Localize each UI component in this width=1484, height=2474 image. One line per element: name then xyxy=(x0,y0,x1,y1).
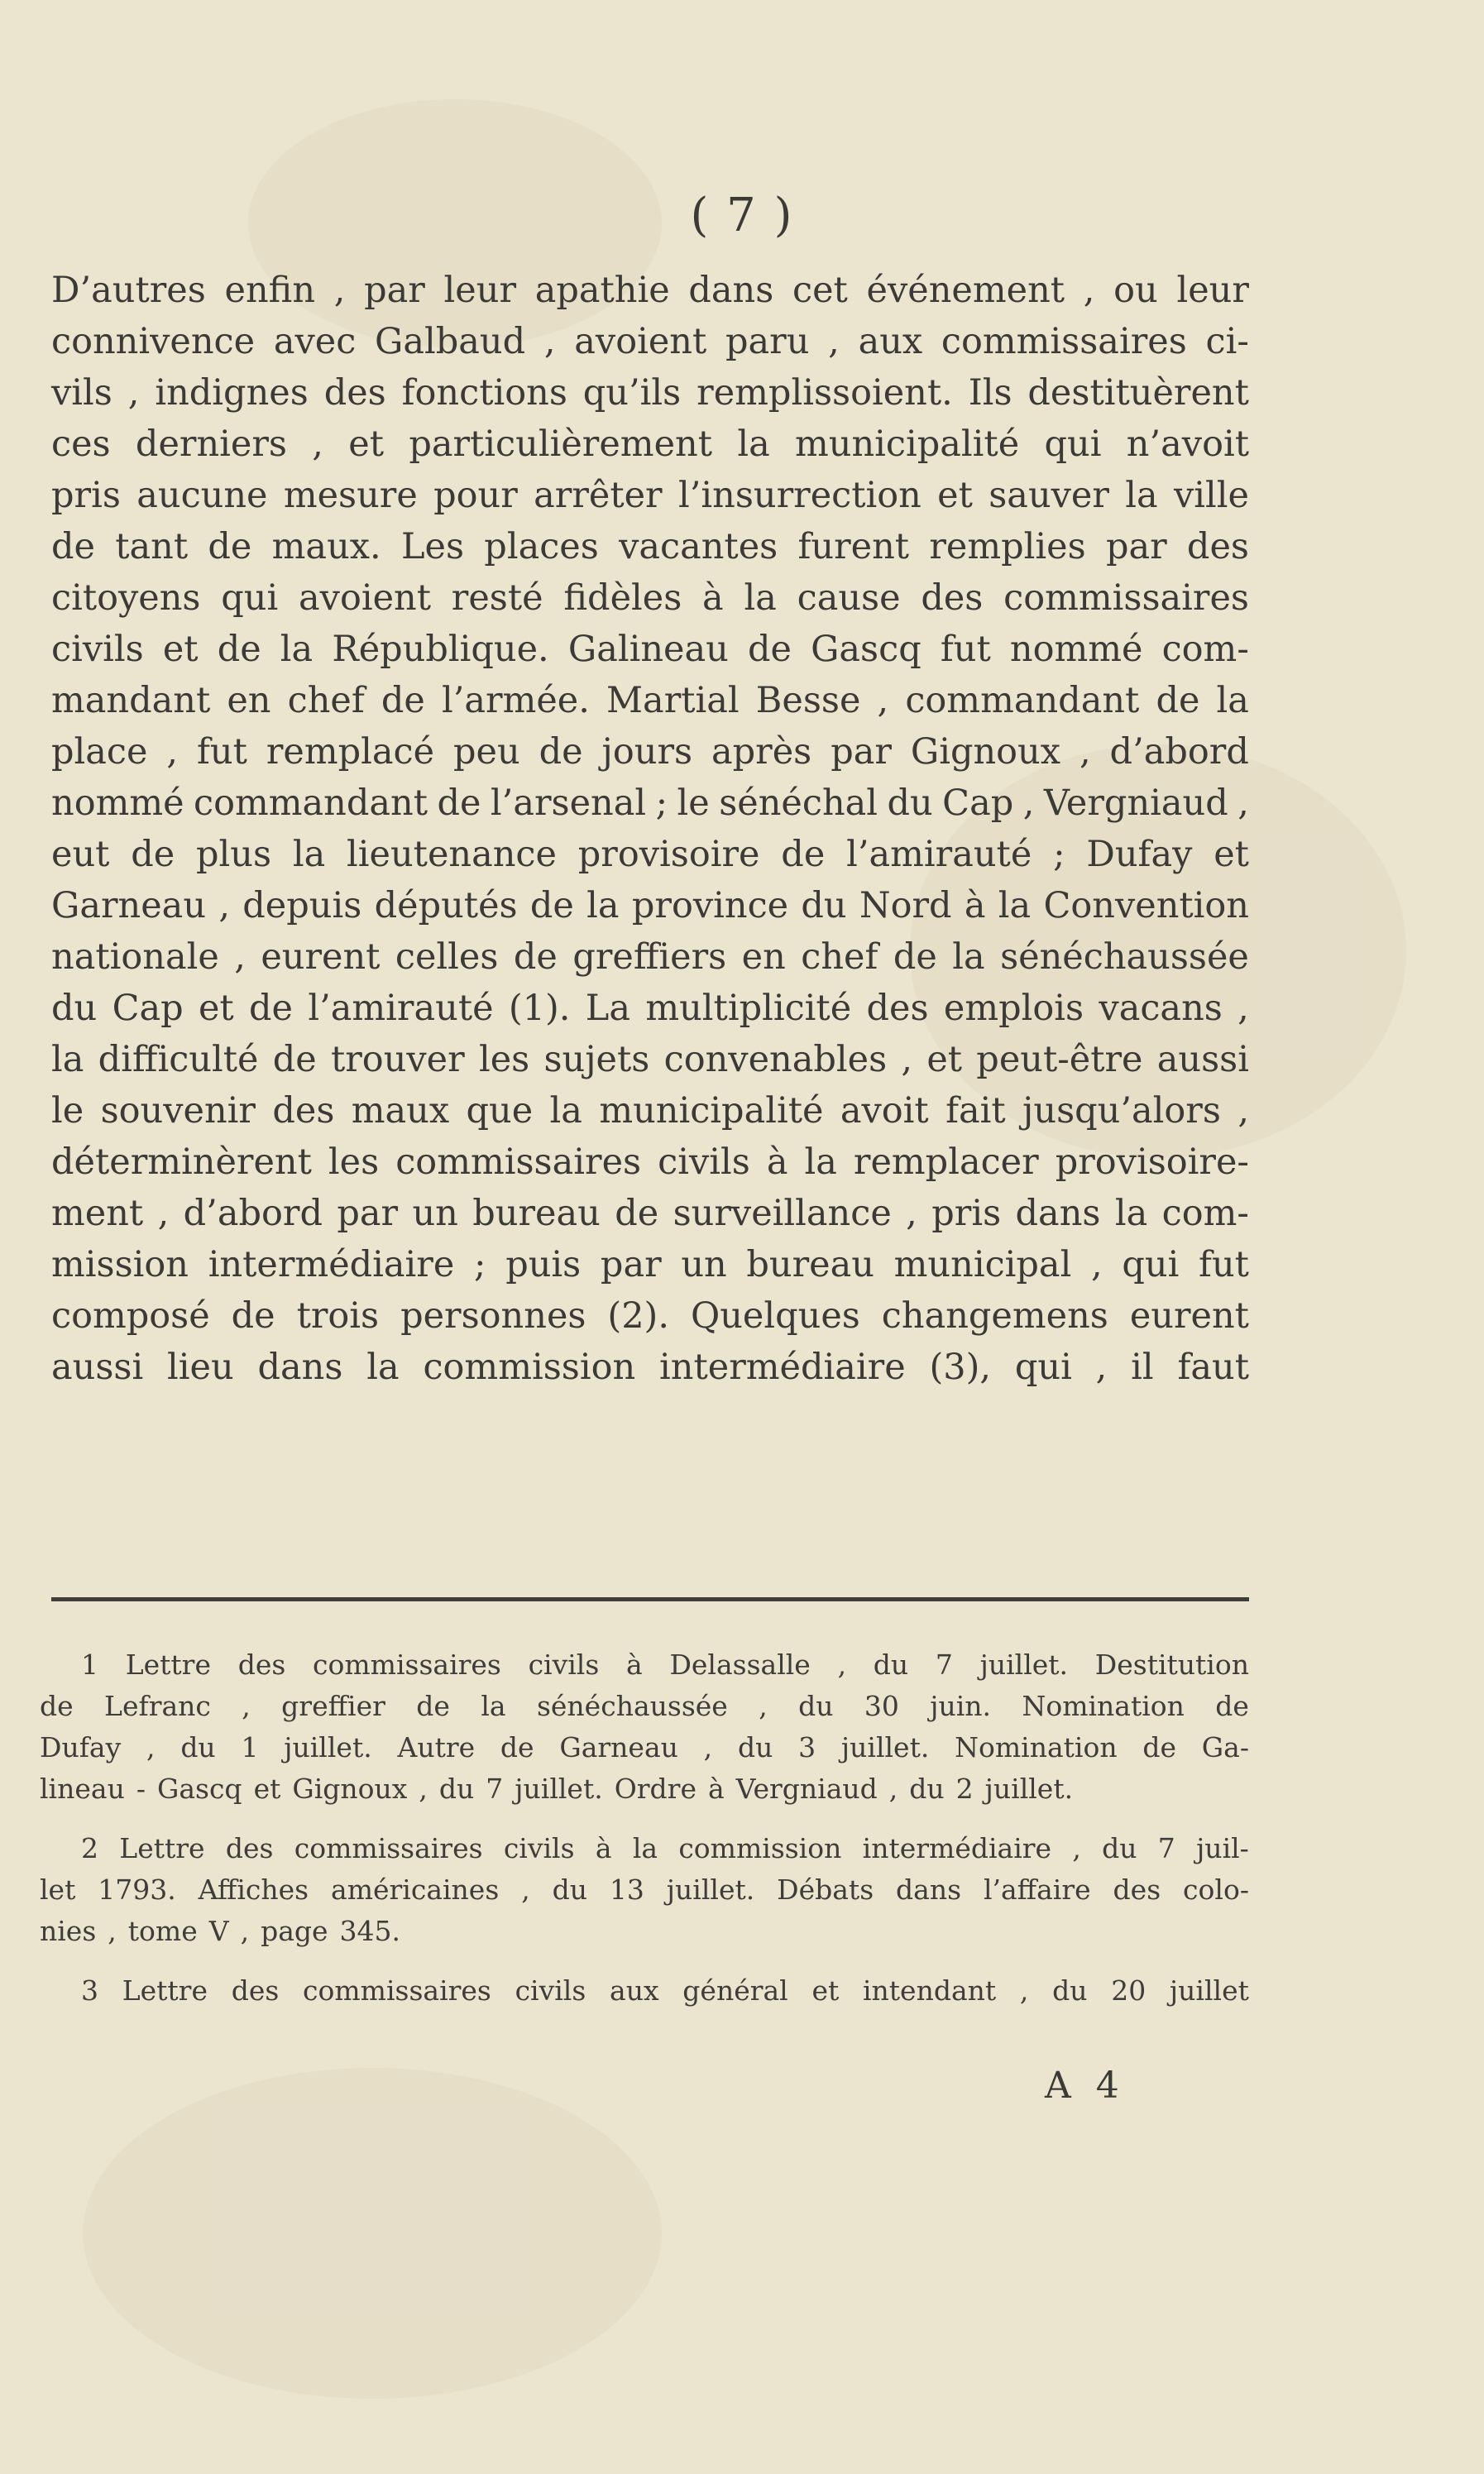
footnote-line: Dufay , du 1 juillet. Autre de Garneau , du 3 juillet. Nomination de Ga- xyxy=(40,1731,1249,1763)
body-line: place , fut remplacé peu de jours après par Gignoux , d’abord xyxy=(51,731,1249,773)
paper-stain xyxy=(83,2068,662,2399)
footnote-line: lineau - Gascq et Gignoux , du 7 juillet. Ordre à Vergniaud , du 2 juillet. xyxy=(40,1773,1074,1805)
body-line: composé de trois personnes (2). Quelques changemens eurent xyxy=(51,1295,1249,1337)
body-line: mandant en chef de l’armée. Martial Besse , commandant de la xyxy=(51,680,1249,721)
body-line: ces derniers , et particulièrement la municipalité qui n’avoit xyxy=(51,423,1249,465)
body-line: déterminèrent les commissaires civils à la remplacer provisoire- xyxy=(51,1141,1249,1183)
body-line: le souvenir des maux que la municipalité avoit fait jusqu’alors , xyxy=(51,1090,1249,1132)
body-line: vils , indignes des fonctions qu’ils remplissoient. Ils destituèrent xyxy=(51,372,1249,414)
body-line: connivence avec Galbaud , avoient paru , aux commissaires ci- xyxy=(51,321,1249,362)
footnote-line: nies , tome V , page 345. xyxy=(40,1915,401,1947)
footnote-line: 2 Lettre des commissaires civils à la commission intermédiaire , du 7 juil- xyxy=(81,1832,1249,1864)
printer-signature-mark: A 4 xyxy=(1045,2065,1126,2107)
page-number: ( 7 ) xyxy=(690,189,794,242)
footnote-line: de Lefranc , greffier de la sénéchaussée , du 30 juin. Nomination de xyxy=(40,1690,1249,1722)
body-line: nationale , eurent celles de greffiers en chef de la sénéchaussée xyxy=(51,936,1249,978)
body-line: civils et de la République. Galineau de Gascq fut nommé com- xyxy=(51,629,1249,670)
body-line: ment , d’abord par un bureau de surveillance , pris dans la com- xyxy=(51,1193,1249,1234)
footnote-rule xyxy=(51,1597,1249,1601)
footnote-gap xyxy=(40,1952,1249,1970)
footnote-line: 3 Lettre des commissaires civils aux général et intendant , du 20 juillet xyxy=(81,1974,1249,2007)
body-line: du Cap et de l’amirauté (1). La multiplicité des emplois vacans , xyxy=(51,988,1249,1029)
body-line: Garneau , depuis députés de la province du Nord à la Convention xyxy=(51,885,1249,926)
body-line: de tant de maux. Les places vacantes furent remplies par des xyxy=(51,526,1249,567)
footnote-gap xyxy=(40,1810,1249,1828)
body-line: nommé commandant de l’arsenal ; le sénéchal du Cap , Vergniaud , xyxy=(51,782,1249,824)
body-line: citoyens qui avoient resté fidèles à la cause des commissaires xyxy=(51,577,1249,619)
footnotes xyxy=(40,1644,1249,2012)
body-line: pris aucune mesure pour arrêter l’insurrection et sauver la ville xyxy=(51,475,1249,516)
footnote-line: 1 Lettre des commissaires civils à Delassalle , du 7 juillet. Destitution xyxy=(81,1649,1249,1681)
body-line: la difficulté de trouver les sujets convenables , et peut-être aussi xyxy=(51,1039,1249,1080)
body-line: aussi lieu dans la commission intermédiaire (3), qui , il faut xyxy=(51,1347,1249,1388)
body-line: eut de plus la lieutenance provisoire de l’amirauté ; Dufay et xyxy=(51,834,1249,875)
body-line: D’autres enfin , par leur apathie dans cet événement , ou leur xyxy=(51,270,1249,311)
body-text xyxy=(51,265,1249,1393)
footnote-line: let 1793. Affiches américaines , du 13 juillet. Débats dans l’affaire des colo- xyxy=(40,1873,1249,1906)
body-line: mission intermédiaire ; puis par un bureau municipal , qui fut xyxy=(51,1244,1249,1285)
